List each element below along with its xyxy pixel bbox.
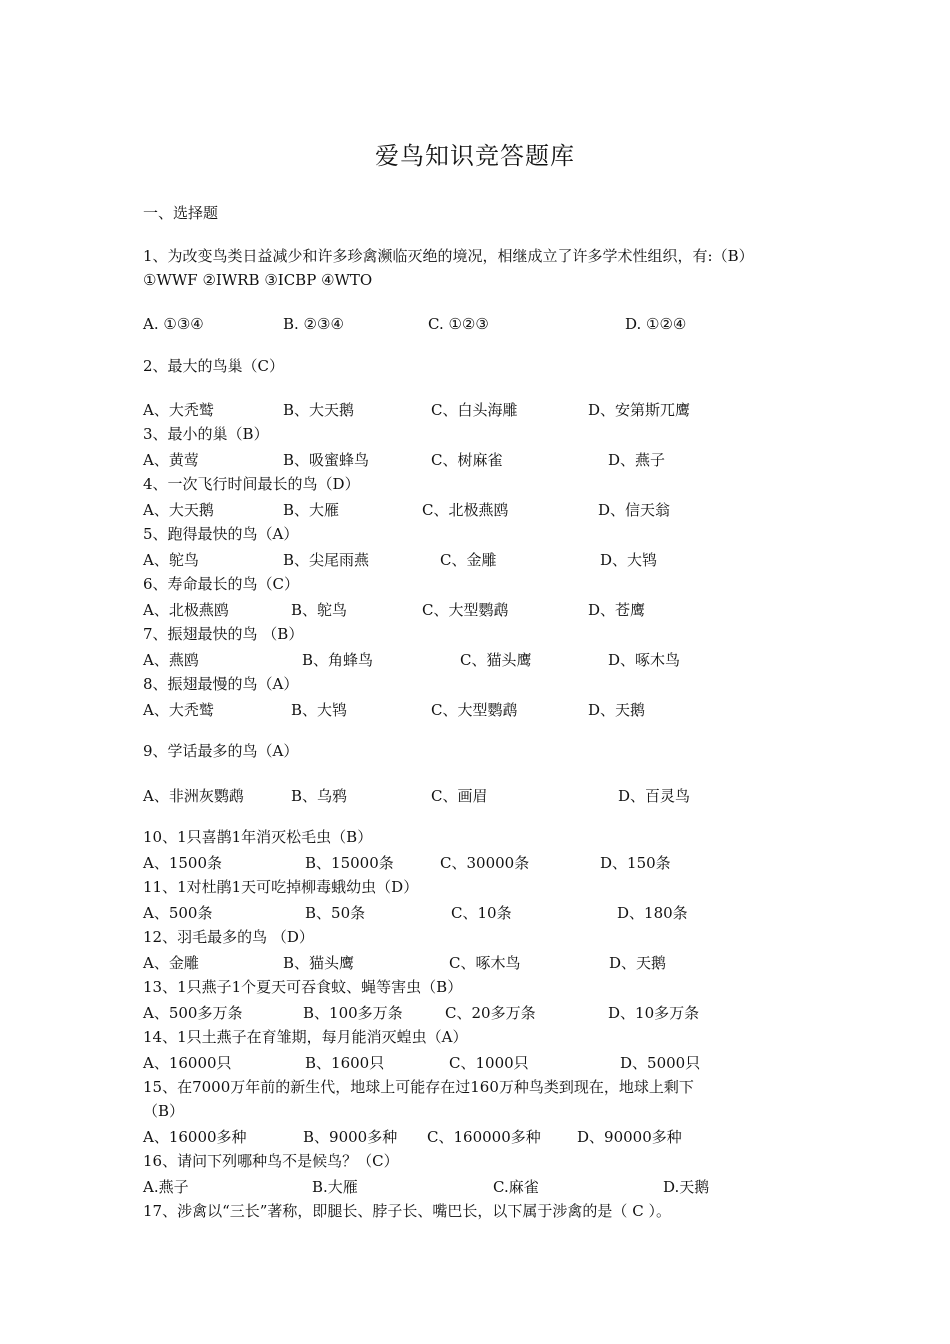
answer-option: A.燕子	[143, 1178, 189, 1196]
answer-option: D. ①②④	[625, 315, 687, 333]
answer-option: B、尖尾雨燕	[283, 551, 370, 569]
answer-option: D、150条	[600, 854, 671, 872]
answer-option: D、苍鹰	[588, 601, 646, 619]
question-text: ①WWF ②IWRB ③ICBP ④WTO	[143, 271, 373, 289]
answer-option: B、1600只	[305, 1054, 385, 1072]
question-text: 11、1对杜鹃1天可吃掉柳毒蛾幼虫（D）	[143, 878, 419, 896]
answer-option: A. ①③④	[143, 315, 204, 333]
question-text: 12、羽毛最多的鸟 （D）	[143, 928, 314, 946]
answer-option: C、猫头鹰	[460, 651, 532, 669]
answer-option: D、180条	[617, 904, 688, 922]
answer-option: D、百灵鸟	[618, 787, 691, 805]
answer-option: C、160000多种	[427, 1128, 541, 1146]
question-text: 4、一次飞行时间最长的鸟（D）	[143, 475, 360, 493]
answer-option: A、鸵鸟	[143, 551, 199, 569]
answer-option: B、100多万条	[303, 1004, 403, 1022]
answer-option: D、信天翁	[598, 501, 671, 519]
answer-option: D、天鹅	[588, 701, 646, 719]
answer-option: C、北极燕鸥	[422, 501, 509, 519]
answer-option: A、非洲灰鹦鹉	[143, 787, 244, 805]
question-text: 16、请问下列哪种鸟不是候鸟？（C）	[143, 1152, 399, 1170]
question-text: 9、学话最多的鸟（A）	[143, 742, 299, 760]
answer-option: B、9000多种	[303, 1128, 398, 1146]
answer-option: C、金雕	[440, 551, 497, 569]
answer-option: A、大秃鹫	[143, 401, 214, 419]
answer-option: B、大鸨	[291, 701, 348, 719]
answer-option: C.麻雀	[493, 1178, 539, 1196]
question-text: 1、为改变鸟类日益减少和许多珍禽濒临灭绝的境况，相继成立了许多学术性组织，有:（B）	[143, 247, 754, 265]
answer-option: D、10多万条	[608, 1004, 700, 1022]
question-text: 6、寿命最长的鸟（C）	[143, 575, 300, 593]
answer-option: D、啄木鸟	[608, 651, 681, 669]
answer-option: D、90000多种	[577, 1128, 682, 1146]
answer-option: B、角蜂鸟	[302, 651, 374, 669]
answer-option: A、北极燕鸥	[143, 601, 229, 619]
answer-option: A、16000多种	[143, 1128, 247, 1146]
answer-option: C、大型鹦鹉	[422, 601, 509, 619]
question-text: 8、振翅最慢的鸟（A）	[143, 675, 299, 693]
section-heading: 一、选择题	[143, 204, 219, 222]
answer-option: B. ②③④	[283, 315, 344, 333]
answer-option: B、15000条	[305, 854, 394, 872]
answer-option: A、大秃鹫	[143, 701, 214, 719]
question-text: 10、1只喜鹊1年消灭松毛虫（B）	[143, 828, 373, 846]
document-title: 爱鸟知识竞答题库	[375, 142, 575, 170]
question-text: 17、涉禽以“三长”著称，即腿长、脖子长、嘴巴长，以下属于涉禽的是（ C ）。	[143, 1202, 671, 1220]
answer-option: A、16000只	[143, 1054, 232, 1072]
answer-option: D、燕子	[608, 451, 666, 469]
answer-option: C、1000只	[449, 1054, 529, 1072]
answer-option: B、乌鸦	[291, 787, 348, 805]
answer-option: D、大鸨	[600, 551, 658, 569]
answer-option: C、啄木鸟	[449, 954, 521, 972]
answer-option: C、白头海雕	[431, 401, 518, 419]
answer-option: C. ①②③	[428, 315, 489, 333]
answer-option: C、10条	[451, 904, 512, 922]
answer-option: A、500条	[143, 904, 213, 922]
answer-option: A、金雕	[143, 954, 199, 972]
answer-option: A、1500条	[143, 854, 223, 872]
answer-option: A、黄莺	[143, 451, 199, 469]
answer-option: B、鸵鸟	[291, 601, 348, 619]
question-text: 13、1只燕子1个夏天可吞食蚊、蝇等害虫（B）	[143, 978, 463, 996]
answer-option: B、大天鹅	[283, 401, 355, 419]
question-text: （B）	[143, 1102, 185, 1120]
answer-option: B.大雁	[312, 1178, 358, 1196]
answer-option: C、30000条	[440, 854, 530, 872]
question-text: 14、1只土燕子在育雏期，每月能消灭蝗虫（A）	[143, 1028, 468, 1046]
answer-option: B、50条	[305, 904, 366, 922]
answer-option: D、5000只	[620, 1054, 701, 1072]
question-text: 2、最大的鸟巢（C）	[143, 357, 285, 375]
answer-option: D、安第斯兀鹰	[588, 401, 691, 419]
answer-option: A、燕鸥	[143, 651, 199, 669]
answer-option: D.天鹅	[663, 1178, 710, 1196]
answer-option: C、20多万条	[445, 1004, 536, 1022]
question-text: 5、跑得最快的鸟（A）	[143, 525, 299, 543]
answer-option: C、画眉	[431, 787, 488, 805]
answer-option: B、吸蜜蜂鸟	[283, 451, 370, 469]
answer-option: B、大雁	[283, 501, 340, 519]
question-text: 3、最小的巢（B）	[143, 425, 269, 443]
answer-option: D、天鹅	[609, 954, 667, 972]
answer-option: B、猫头鹰	[283, 954, 355, 972]
question-text: 15、在7000万年前的新生代，地球上可能存在过160万种鸟类到现在，地球上剩下	[143, 1078, 694, 1096]
answer-option: C、树麻雀	[431, 451, 503, 469]
answer-option: C、大型鹦鹉	[431, 701, 518, 719]
answer-option: A、大天鹅	[143, 501, 214, 519]
question-text: 7、振翅最快的鸟 （B）	[143, 625, 304, 643]
answer-option: A、500多万条	[143, 1004, 243, 1022]
